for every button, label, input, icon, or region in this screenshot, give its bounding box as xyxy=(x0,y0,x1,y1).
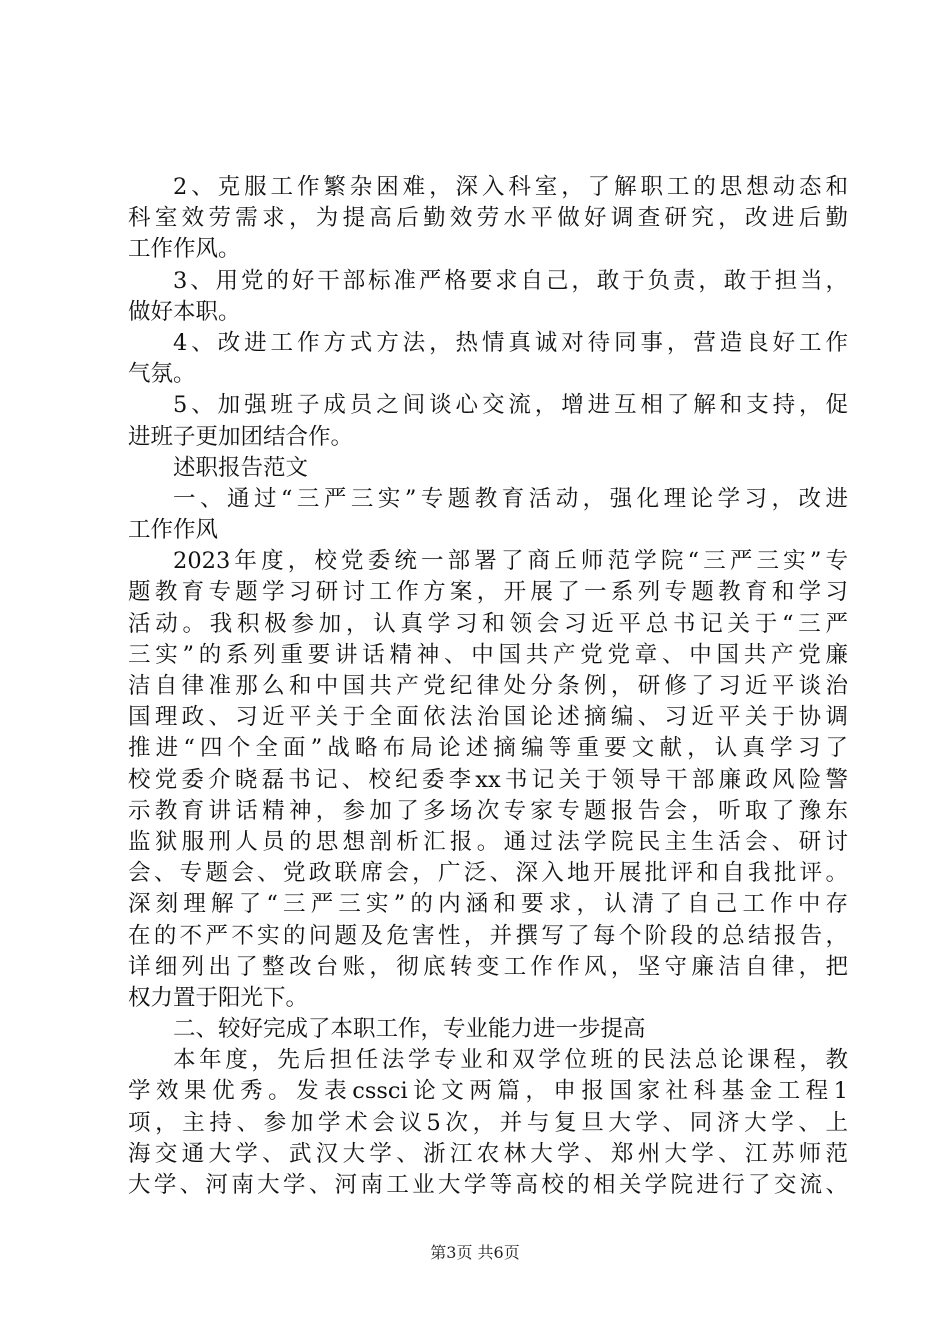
text-line: 在的不严不实的问题及危害性，并撰写了每个阶段的总结报告， xyxy=(128,922,848,949)
text-line: 本年度，先后担任法学专业和双学位班的民法总论课程，教 xyxy=(173,1047,848,1074)
text-line: 活动。我积极参加，认真学习和领会习近平总书记关于“三严 xyxy=(128,610,848,637)
text-line: 洁自律准那么和中国共产党纪律处分条例，研修了习近平谈治 xyxy=(128,673,848,699)
text-line: 二、较好完成了本职工作，专业能力进一步提高 xyxy=(173,1016,646,1043)
page-number-footer: 第3页 共6页 xyxy=(430,1243,520,1262)
text-line: 学效果优秀。发表cssci论文两篇，申报国家社科基金工程1 xyxy=(128,1078,848,1105)
text-line: 科室效劳需求，为提高后勤效劳水平做好调查研究，改进后勤 xyxy=(128,205,848,232)
text-line: 示教育讲话精神，参加了多场次专家专题报告会，听取了豫东 xyxy=(128,797,848,824)
text-line: 做好本职。 xyxy=(128,298,241,325)
text-line: 5、加强班子成员之间谈心交流，增进互相了解和支持，促 xyxy=(173,392,848,419)
text-line: 3、用党的好干部标准严格要求自己，敢于负责，敢于担当， xyxy=(173,267,848,294)
text-line: 题教育专题学习研讨工作方案，开展了一系列专题教育和学习 xyxy=(128,579,848,606)
text-line: 气氛。 xyxy=(128,361,196,388)
section-heading: 述职报告范文 xyxy=(173,454,309,481)
text-line: 会、专题会、党政联席会，广泛、深入地开展批评和自我批评。 xyxy=(128,860,848,887)
text-line: 4、改进工作方式方法，热情真诚对待同事，营造良好工作 xyxy=(173,329,848,356)
text-line: 深刻理解了“三严三实”的内涵和要求，认清了自己工作中存 xyxy=(128,891,848,918)
text-line: 2、克服工作繁杂困难，深入科室，了解职工的思想动态和 xyxy=(173,174,848,200)
document-body xyxy=(128,172,848,1201)
text-line: 校党委介晓磊书记、校纪委李xx书记关于领导干部廉政风险警 xyxy=(128,766,848,793)
text-line: 大学、河南大学、河南工业大学等高校的相关学院进行了交流、 xyxy=(128,1172,848,1198)
text-line: 工作作风 xyxy=(128,517,219,544)
text-line: 权力置于阳光下。 xyxy=(128,984,309,1011)
text-line: 详细列出了整改台账，彻底转变工作作风，坚守廉洁自律，把 xyxy=(128,953,848,980)
text-line: 2023年度，校党委统一部署了商丘师范学院“三严三实”专 xyxy=(173,548,848,575)
text-line: 三实”的系列重要讲话精神、中国共产党党章、中国共产党廉 xyxy=(128,641,848,668)
text-line: 国理政、习近平关于全面依法治国论述摘编、习近平关于协调 xyxy=(128,704,848,731)
text-line: 推进“四个全面”战略布局论述摘编等重要文献，认真学习了 xyxy=(128,735,848,762)
text-line: 监狱服刑人员的思想剖析汇报。通过法学院民主生活会、研讨 xyxy=(128,828,848,855)
text-line: 一、通过“三严三实”专题教育活动，强化理论学习，改进 xyxy=(173,485,848,512)
text-line: 工作作风。 xyxy=(128,236,241,263)
text-line: 海交通大学、武汉大学、浙江农林大学、郑州大学、江苏师范 xyxy=(128,1140,848,1167)
text-line: 项，主持、参加学术会议5次，并与复旦大学、同济大学、上 xyxy=(128,1109,848,1136)
text-line: 进班子更加团结合作。 xyxy=(128,423,354,450)
